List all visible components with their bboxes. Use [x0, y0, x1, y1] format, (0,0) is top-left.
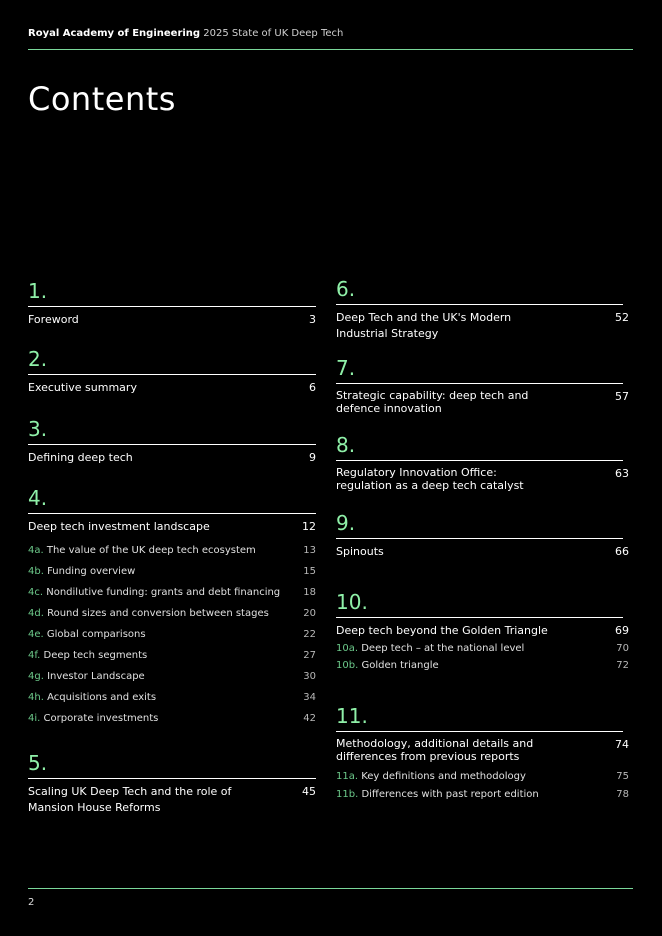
- subentry-page: 15: [303, 566, 316, 577]
- toc-subentry[interactable]: [28, 607, 316, 620]
- toc-subentry[interactable]: [336, 788, 629, 801]
- subentry-code: 4b.: [28, 566, 44, 577]
- toc-entry-page: 9: [309, 451, 316, 464]
- section-rule: [28, 513, 316, 514]
- subentry-page: 13: [303, 545, 316, 556]
- section-rule: [28, 374, 316, 375]
- subentry-code: 4d.: [28, 608, 44, 619]
- toc-subentry[interactable]: [336, 770, 629, 783]
- section-number: 9.: [336, 511, 356, 535]
- subentry-text: Acquisitions and exits: [47, 692, 157, 703]
- toc-section-3[interactable]: [28, 418, 316, 466]
- subentry-code: 4c.: [28, 587, 44, 598]
- subentry-text: Round sizes and conversion between stages: [47, 608, 269, 619]
- toc-entry-label[interactable]: Deep tech beyond the Golden Triangle: [336, 624, 548, 637]
- subentry-text: Investor Landscape: [47, 671, 145, 682]
- toc-subentry[interactable]: [28, 544, 316, 557]
- subentry-text: Deep tech – at the national level: [361, 643, 525, 654]
- toc-section-11[interactable]: [336, 705, 629, 801]
- header-divider: [28, 49, 633, 50]
- toc-subentry[interactable]: [28, 670, 316, 683]
- subentry-page: 30: [303, 671, 316, 682]
- section-rule: [336, 460, 623, 461]
- footer-divider: [28, 888, 633, 889]
- section-rule: [336, 304, 623, 305]
- subentry-code: 10a.: [336, 643, 359, 654]
- toc-entry-label[interactable]: Deep tech investment landscape: [28, 520, 210, 533]
- toc-subentry[interactable]: [28, 565, 316, 578]
- toc-section-9[interactable]: [336, 512, 629, 560]
- subentry-text: Corporate investments: [43, 713, 159, 724]
- toc-entry-page: 57: [615, 390, 629, 403]
- toc-entry-label[interactable]: Spinouts: [336, 545, 384, 558]
- section-number: 2.: [28, 347, 48, 371]
- section-number: 5.: [28, 751, 48, 775]
- subentry-code: 4i.: [28, 713, 41, 724]
- toc-subentry[interactable]: [336, 659, 629, 672]
- subentry-text: Deep tech segments: [43, 650, 148, 661]
- section-number: 3.: [28, 417, 48, 441]
- toc-section-8[interactable]: [336, 434, 629, 492]
- subentry-code: 4f.: [28, 650, 41, 661]
- subentry-page: 42: [303, 713, 316, 724]
- toc-entry-page: 63: [615, 467, 629, 480]
- toc-subentry[interactable]: [28, 586, 316, 599]
- toc-entry-label[interactable]: Scaling UK Deep Tech and the role of Mansion House Reforms: [28, 785, 232, 814]
- section-rule: [336, 538, 623, 539]
- toc-entry-page: 45: [302, 785, 316, 798]
- subentry-text: Key definitions and methodology: [361, 771, 526, 782]
- subentry-code: 11b.: [336, 789, 359, 800]
- toc-section-6[interactable]: [336, 278, 629, 342]
- section-rule: [28, 444, 316, 445]
- toc-section-7[interactable]: [336, 357, 629, 415]
- toc-entry-label[interactable]: Foreword: [28, 313, 79, 326]
- toc-subentry[interactable]: [28, 649, 316, 662]
- toc-entry-page: 74: [615, 738, 629, 751]
- subentry-text: Global comparisons: [46, 629, 146, 640]
- subentry-text: The value of the UK deep tech ecosystem: [46, 545, 256, 556]
- subentry-page: 27: [303, 650, 316, 661]
- toc-section-10[interactable]: [336, 591, 629, 672]
- subentry-text: Differences with past report edition: [361, 789, 539, 800]
- header-doc-title: 2025 State of UK Deep Tech: [203, 28, 344, 39]
- subentry-code: 11a.: [336, 771, 359, 782]
- toc-section-5[interactable]: [28, 752, 316, 816]
- subentry-code: 10b.: [336, 660, 359, 671]
- section-rule: [336, 383, 623, 384]
- toc-entry-page: 66: [615, 545, 629, 558]
- section-rule: [28, 306, 316, 307]
- toc-entry-label[interactable]: Deep Tech and the UK's Modern Industrial Strategy: [336, 311, 512, 340]
- toc-subentry[interactable]: [336, 642, 629, 655]
- subentry-code: 4h.: [28, 692, 44, 703]
- section-number: 10.: [336, 590, 368, 614]
- subentry-text: Nondilutive funding: grants and debt financing: [46, 587, 281, 598]
- toc-entry-page: 3: [309, 313, 316, 326]
- section-rule: [336, 731, 623, 732]
- toc-entry-page: 12: [302, 520, 316, 533]
- toc-subentry[interactable]: [28, 628, 316, 641]
- subentry-page: 20: [303, 608, 316, 619]
- toc-entry-page: 69: [615, 624, 629, 637]
- toc-entry-label[interactable]: Defining deep tech: [28, 451, 133, 464]
- subentry-text: Golden triangle: [361, 660, 439, 671]
- section-number: 11.: [336, 704, 368, 728]
- toc-section-1[interactable]: [28, 280, 316, 328]
- toc-entry-label[interactable]: Executive summary: [28, 381, 137, 394]
- page-title: Contents: [28, 80, 176, 118]
- toc-subentry[interactable]: [28, 691, 316, 704]
- toc-subentry[interactable]: [28, 712, 316, 725]
- toc-entry-page: 52: [615, 311, 629, 324]
- toc-section-4[interactable]: [28, 487, 316, 725]
- subentry-page: 18: [303, 587, 316, 598]
- subentry-page: 72: [616, 660, 629, 671]
- toc-section-2[interactable]: [28, 348, 316, 396]
- subentry-code: 4g.: [28, 671, 44, 682]
- subentry-page: 34: [303, 692, 316, 703]
- subentry-page: 22: [303, 629, 316, 640]
- toc-entry-label[interactable]: Strategic capability: deep tech and defence innovation: [336, 389, 529, 415]
- section-number: 8.: [336, 433, 356, 457]
- subentry-page: 78: [616, 789, 629, 800]
- subentry-text: Funding overview: [47, 566, 136, 577]
- running-header: [28, 28, 343, 39]
- section-number: 7.: [336, 356, 356, 380]
- toc-entry-label[interactable]: Regulatory Innovation Office: regulation as a deep tech catalyst: [336, 466, 524, 492]
- section-rule: [28, 778, 316, 779]
- section-rule: [336, 617, 623, 618]
- subentry-code: 4a.: [28, 545, 44, 556]
- subentry-code: 4e.: [28, 629, 44, 640]
- toc-entry-label[interactable]: Methodology, additional details and differences from previous reports: [336, 737, 534, 763]
- page-number: 2: [28, 897, 35, 908]
- subentry-page: 70: [616, 643, 629, 654]
- header-org: Royal Academy of Engineering: [28, 28, 201, 39]
- section-number: 4.: [28, 486, 48, 510]
- section-number: 1.: [28, 279, 48, 303]
- section-number: 6.: [336, 277, 356, 301]
- subentry-page: 75: [616, 771, 629, 782]
- toc-entry-page: 6: [309, 381, 316, 394]
